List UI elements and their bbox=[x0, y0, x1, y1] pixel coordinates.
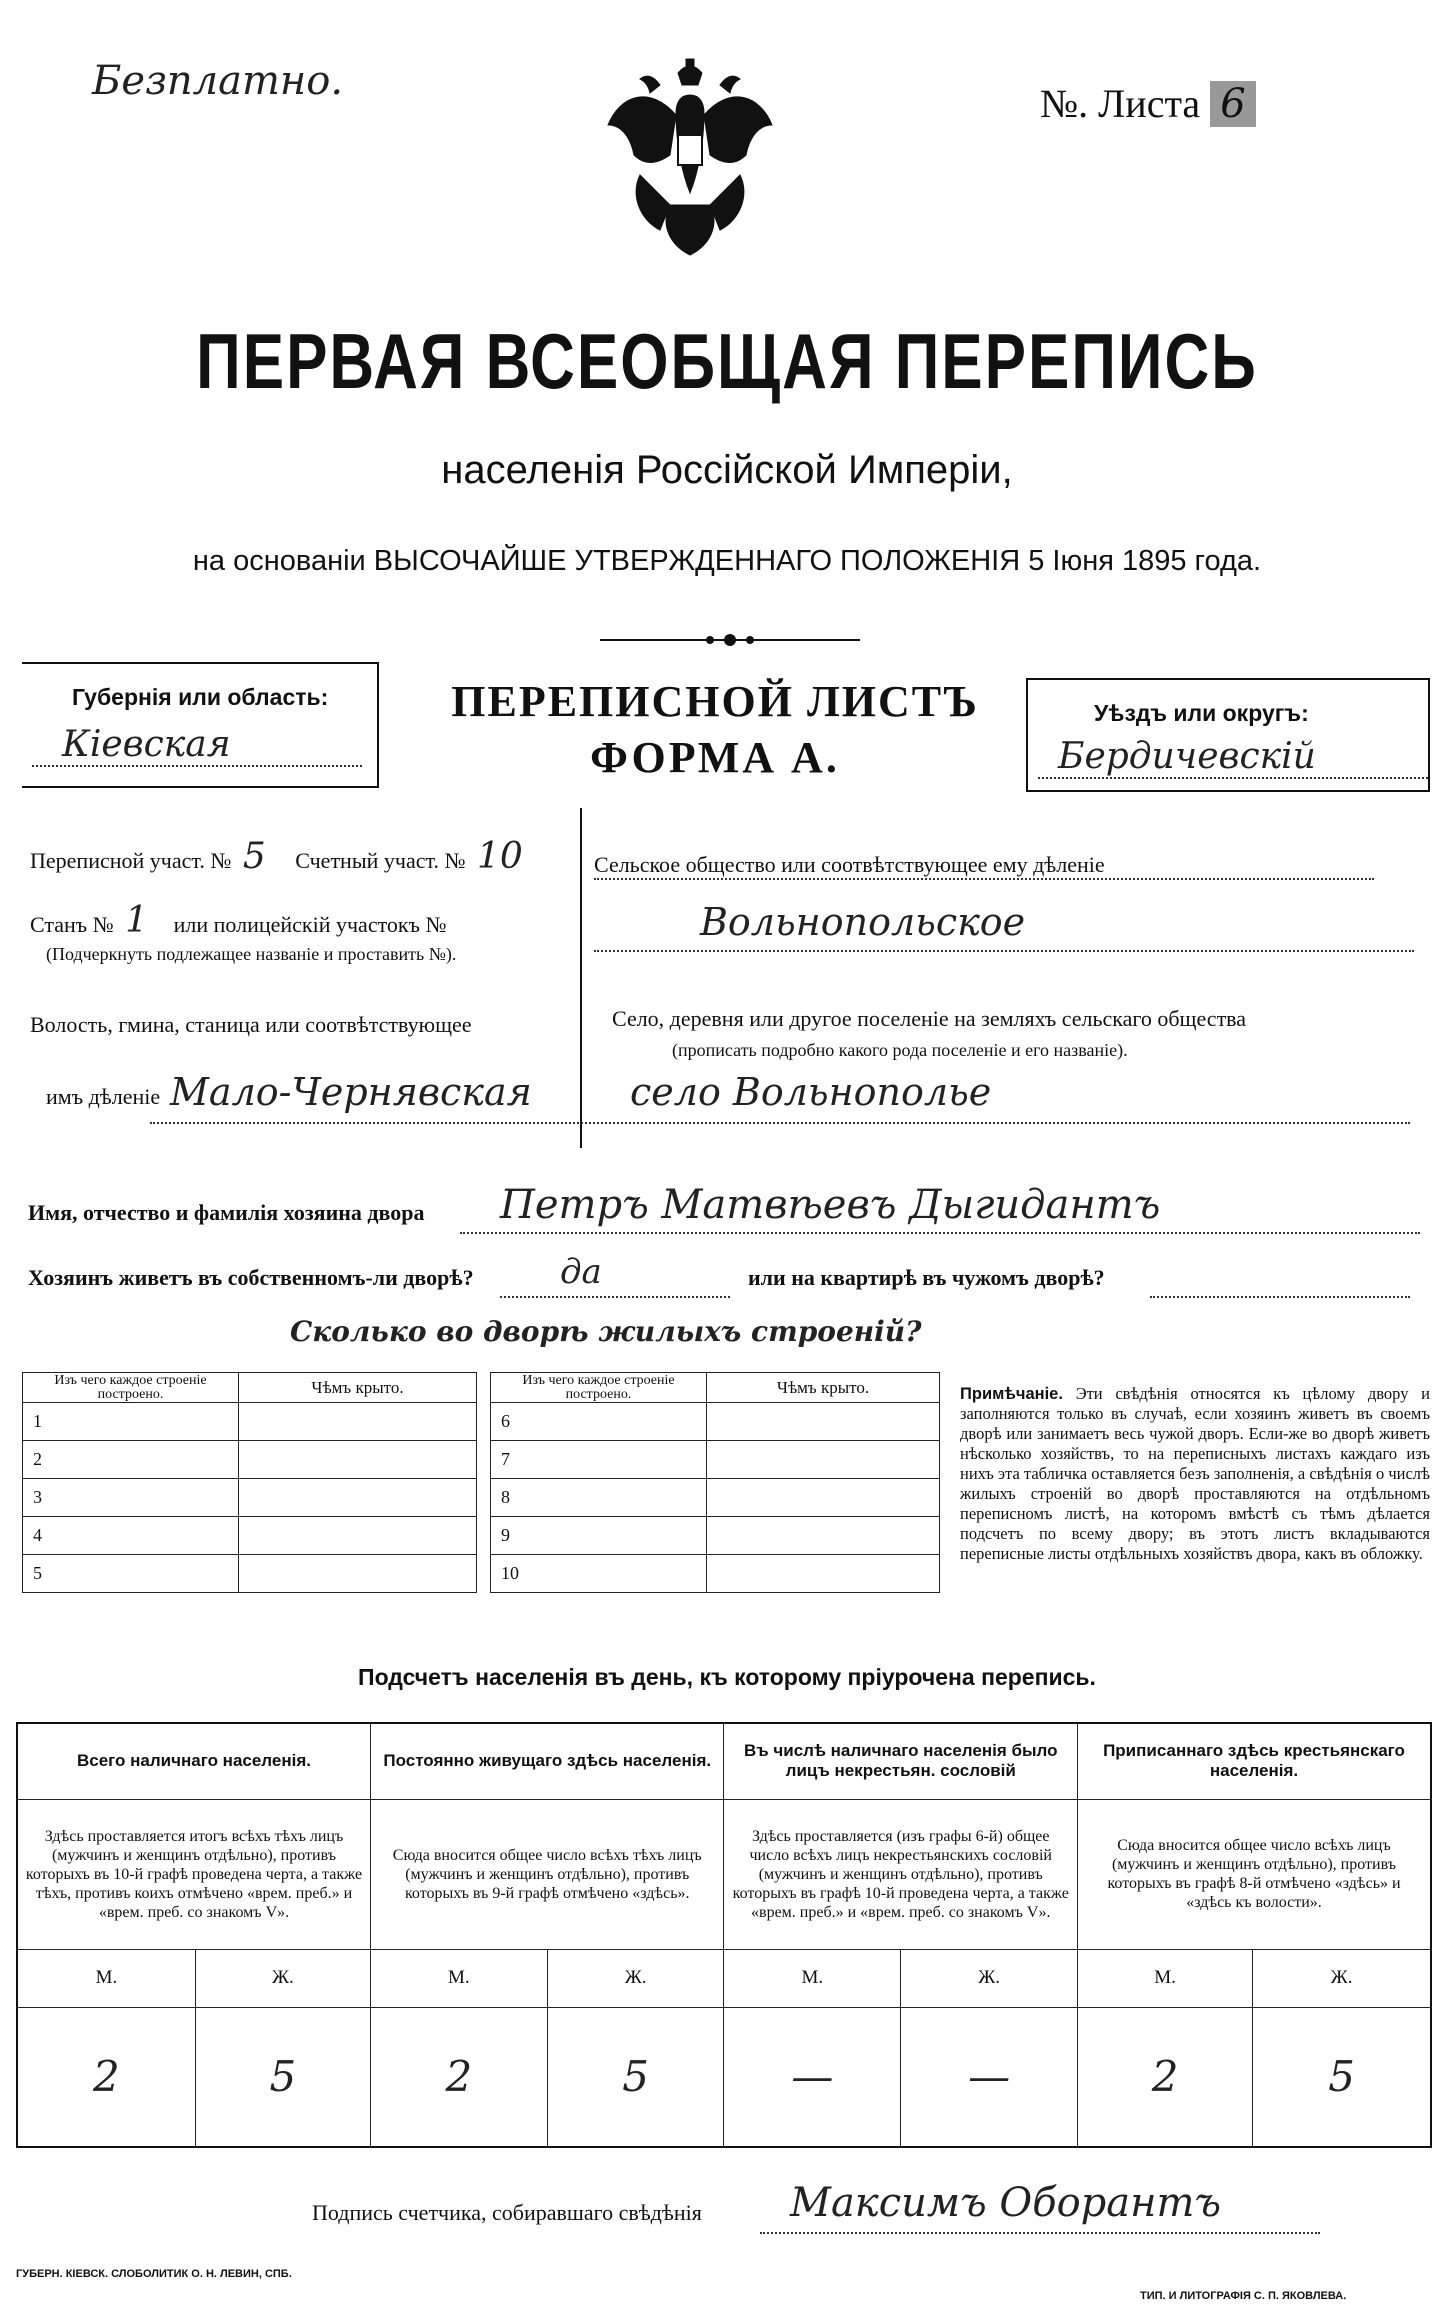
uezd-box bbox=[1026, 678, 1430, 792]
pop-col-2-desc: Сюда вносится общее число всѣхъ тѣхъ лицъ (мужчинъ и женщинъ отдѣльно), противъ которыхъ въ 9-й графѣ отмѣчено «здѣсь». bbox=[370, 1799, 724, 1949]
pop-col-2-head: Постоянно живущаго здѣсь населенія. bbox=[370, 1723, 724, 1799]
form-title: ПЕРЕПИСНОЙ ЛИСТЪ bbox=[451, 677, 979, 726]
pop-col-1-desc: Здѣсь проставляется итогъ всѣхъ тѣхъ лицъ (мужчинъ и женщинъ отдѣльно), противъ которыхъ въ 10-й графѣ проведена черта, а также тѣхъ, противъ коихъ отмѣчено «врем. преб.» и «врем. преб. со знакомъ V». bbox=[17, 1799, 370, 1949]
pop-m-header: М. bbox=[724, 1949, 901, 2007]
perepis-uchastok-field bbox=[30, 836, 570, 877]
pop-nonpeasant-f: — bbox=[901, 2007, 1078, 2147]
buildings-col-material: Изъ чего каждое строеніе построено. bbox=[23, 1373, 239, 1403]
schet-uchastok-value: 10 bbox=[476, 836, 523, 877]
enumerator-signature-value: Максимъ Оборантъ bbox=[790, 2180, 1222, 2226]
building-row-number: 6 bbox=[491, 1403, 707, 1441]
buildings-col-roof: Чѣмъ крыто. bbox=[707, 1373, 940, 1403]
lives-label: Хозяинъ живетъ въ собственномъ-ли дворѣ? bbox=[28, 1265, 474, 1290]
building-row-number: 3 bbox=[23, 1479, 239, 1517]
pop-col-1-head: Всего наличнаго населенія. bbox=[17, 1723, 370, 1799]
enumerator-signature-label: Подпись счетчика, собиравшаго свѣдѣнія bbox=[312, 2200, 702, 2225]
page-subtitle: населенія Россійской Имперіи, bbox=[441, 448, 1013, 492]
lives-field bbox=[28, 1265, 474, 1291]
selsk-value-line bbox=[594, 950, 1414, 952]
buildings-table-right bbox=[490, 1372, 940, 1593]
pop-col-4-head: Приписаннаго здѣсь крестьянскаго населенія. bbox=[1077, 1723, 1431, 1799]
uezd-value: Бердичевскій bbox=[1038, 736, 1428, 779]
basis-line: на основаніи ВЫСОЧАЙШЕ УТВЕРЖДЕННАГО ПОЛОЖЕНІЯ 5 Іюня 1895 года. bbox=[192, 545, 1262, 577]
free-label: Безплатно. bbox=[92, 58, 344, 104]
sheet-number-value: 6 bbox=[1210, 81, 1255, 127]
sheet-number-label: №. Листа bbox=[1040, 81, 1201, 126]
pop-total-f: 5 bbox=[195, 2007, 370, 2147]
building-row-number: 2 bbox=[23, 1441, 239, 1479]
selsk-value: Вольнопольское bbox=[700, 900, 1026, 944]
buildings-col-roof: Чѣмъ крыто. bbox=[239, 1373, 477, 1403]
pop-nonpeasant-m: — bbox=[724, 2007, 901, 2147]
pop-resident-m: 2 bbox=[370, 2007, 547, 2147]
pop-f-header: Ж. bbox=[195, 1949, 370, 2007]
printer-left: ГУБЕРН. КІЕВСК. СЛОБОЛИТИК О. Н. ЛЕВИН, СПБ. bbox=[16, 2268, 292, 2280]
building-row-number: 9 bbox=[491, 1517, 707, 1555]
buildings-note bbox=[960, 1384, 1430, 1564]
pop-m-header: М. bbox=[1077, 1949, 1252, 2007]
population-table bbox=[16, 1722, 1432, 2148]
owner-field bbox=[28, 1200, 425, 1226]
pop-col-3-head: Въ числѣ наличнаго населенія было лицъ некрестьян. сословій bbox=[724, 1723, 1078, 1799]
form-subtitle: ФОРМА А. bbox=[590, 733, 840, 782]
pop-assigned-f: 5 bbox=[1253, 2007, 1431, 2147]
pop-f-header: Ж. bbox=[1253, 1949, 1431, 2007]
volost-value: Мало-Чернявская bbox=[170, 1070, 532, 1114]
uezd-label: Уѣздъ или округъ: bbox=[1094, 700, 1309, 726]
pop-f-header: Ж. bbox=[901, 1949, 1078, 2007]
perepis-uchastok-label: Переписной участ. № bbox=[30, 848, 232, 873]
volost-label: Волость, гмина, станица или соотвѣтствующее bbox=[30, 1012, 472, 1037]
population-title: Подсчетъ населенія въ день, къ которому пріурочена перепись. bbox=[358, 1664, 1096, 1690]
building-row-number: 5 bbox=[23, 1555, 239, 1593]
building-row-number: 10 bbox=[491, 1555, 707, 1593]
building-row-number: 1 bbox=[23, 1403, 239, 1441]
pop-assigned-m: 2 bbox=[1077, 2007, 1252, 2147]
page-title: ПЕРВАЯ ВСЕОБЩАЯ ПЕРЕПИСЬ bbox=[196, 319, 1258, 406]
pop-resident-f: 5 bbox=[547, 2007, 724, 2147]
imperial-eagle-emblem bbox=[600, 55, 780, 275]
owner-label: Имя, отчество и фамилія хозяина двора bbox=[28, 1200, 425, 1225]
pop-m-header: М. bbox=[17, 1949, 195, 2007]
buildings-table-left bbox=[22, 1372, 477, 1593]
pop-m-header: М. bbox=[370, 1949, 547, 2007]
sheet-number bbox=[1040, 80, 1256, 127]
buildings-col-material: Изъ чего каждое строеніе построено. bbox=[491, 1373, 707, 1403]
gubernia-value: Кіевская bbox=[32, 724, 362, 767]
stan-field bbox=[30, 900, 570, 941]
buildings-question: Сколько во дворѣ жилыхъ строеній? bbox=[290, 1315, 922, 1348]
volost-label-2: имъ дѣленіе bbox=[46, 1084, 161, 1109]
ornament-divider bbox=[580, 628, 880, 652]
column-divider bbox=[580, 808, 582, 1148]
gubernia-label: Губернія или область: bbox=[72, 684, 329, 710]
lives-value-line bbox=[500, 1296, 730, 1298]
police-label: или полицейскій участокъ № bbox=[173, 912, 447, 937]
pop-total-m: 2 bbox=[17, 2007, 195, 2147]
selo-label: Село, деревня или другое поселеніе на земляхъ сельскаго общества bbox=[612, 1006, 1247, 1031]
selo-value-line bbox=[150, 1122, 1410, 1124]
pop-f-header: Ж. bbox=[547, 1949, 724, 2007]
lives-value: да bbox=[560, 1252, 602, 1292]
selo-value: село Вольнополье bbox=[630, 1070, 992, 1114]
kvartira-label: или на квартирѣ въ чужомъ дворѣ? bbox=[748, 1265, 1105, 1290]
selsk-label: Сельское общество или соотвѣтствующее ему дѣленіе bbox=[594, 852, 1374, 880]
kvartira-value-line bbox=[1150, 1296, 1410, 1298]
building-row-number: 8 bbox=[491, 1479, 707, 1517]
stan-label: Станъ № bbox=[30, 912, 114, 937]
selo-note: (прописать подробно какого рода поселеніе и его названіе). bbox=[672, 1040, 1128, 1060]
note-text: Эти свѣдѣнія относятся къ цѣлому двору и заполняются только въ случаѣ, если хозяинъ живетъ въ своемъ дворѣ или занимаетъ весь чужой дворъ. Если-же во дворѣ живетъ нѣсколько хозяйствъ, то на переписныхъ листахъ каждаго изъ нихъ эта табличка оставляется безъ заполненія, а свѣдѣнія о числѣ жилыхъ строеній во дворѣ проставляются на отдѣльномъ переписномъ листѣ, на которомъ вмѣстѣ съ тѣмъ дѣлается подсчетъ по всему двору; въ этотъ листъ вкладываются переписные листы отдѣльныхъ хозяйствъ двора, какъ въ обложку. bbox=[960, 1384, 1430, 1563]
building-row-number: 4 bbox=[23, 1517, 239, 1555]
gubernia-box bbox=[22, 662, 379, 788]
pop-col-3-desc: Здѣсь проставляется (изъ графы 6-й) общее число всѣхъ лицъ некрестьянскихъ сословій (мужчинъ и женщинъ отдѣльно), противъ которыхъ въ графѣ 10-й проведена черта, а также «врем. преб.» и «врем. преб. со знакомъ V». bbox=[724, 1799, 1078, 1949]
owner-value: Петръ Матвѣевъ Дыгидантъ bbox=[500, 1182, 1161, 1228]
schet-uchastok-label: Счетный участ. № bbox=[295, 848, 466, 873]
signature-line bbox=[760, 2232, 1320, 2234]
underline-note: (Подчеркнуть подлежащее названіе и проставить №). bbox=[46, 944, 457, 964]
perepis-uchastok-value: 5 bbox=[242, 836, 266, 877]
owner-value-line bbox=[460, 1232, 1420, 1234]
printer-right: ТИП. И ЛИТОГРАФІЯ С. П. ЯКОВЛЕВА. bbox=[1140, 2290, 1347, 2302]
building-row-number: 7 bbox=[491, 1441, 707, 1479]
note-head: Примѣчаніе. bbox=[960, 1385, 1063, 1403]
pop-col-4-desc: Сюда вносится общее число всѣхъ лицъ (мужчинъ и женщинъ отдѣльно), противъ которыхъ въ графѣ 8-й отмѣчено «здѣсь» и «здѣсь къ волости». bbox=[1077, 1799, 1431, 1949]
stan-value: 1 bbox=[125, 900, 149, 941]
